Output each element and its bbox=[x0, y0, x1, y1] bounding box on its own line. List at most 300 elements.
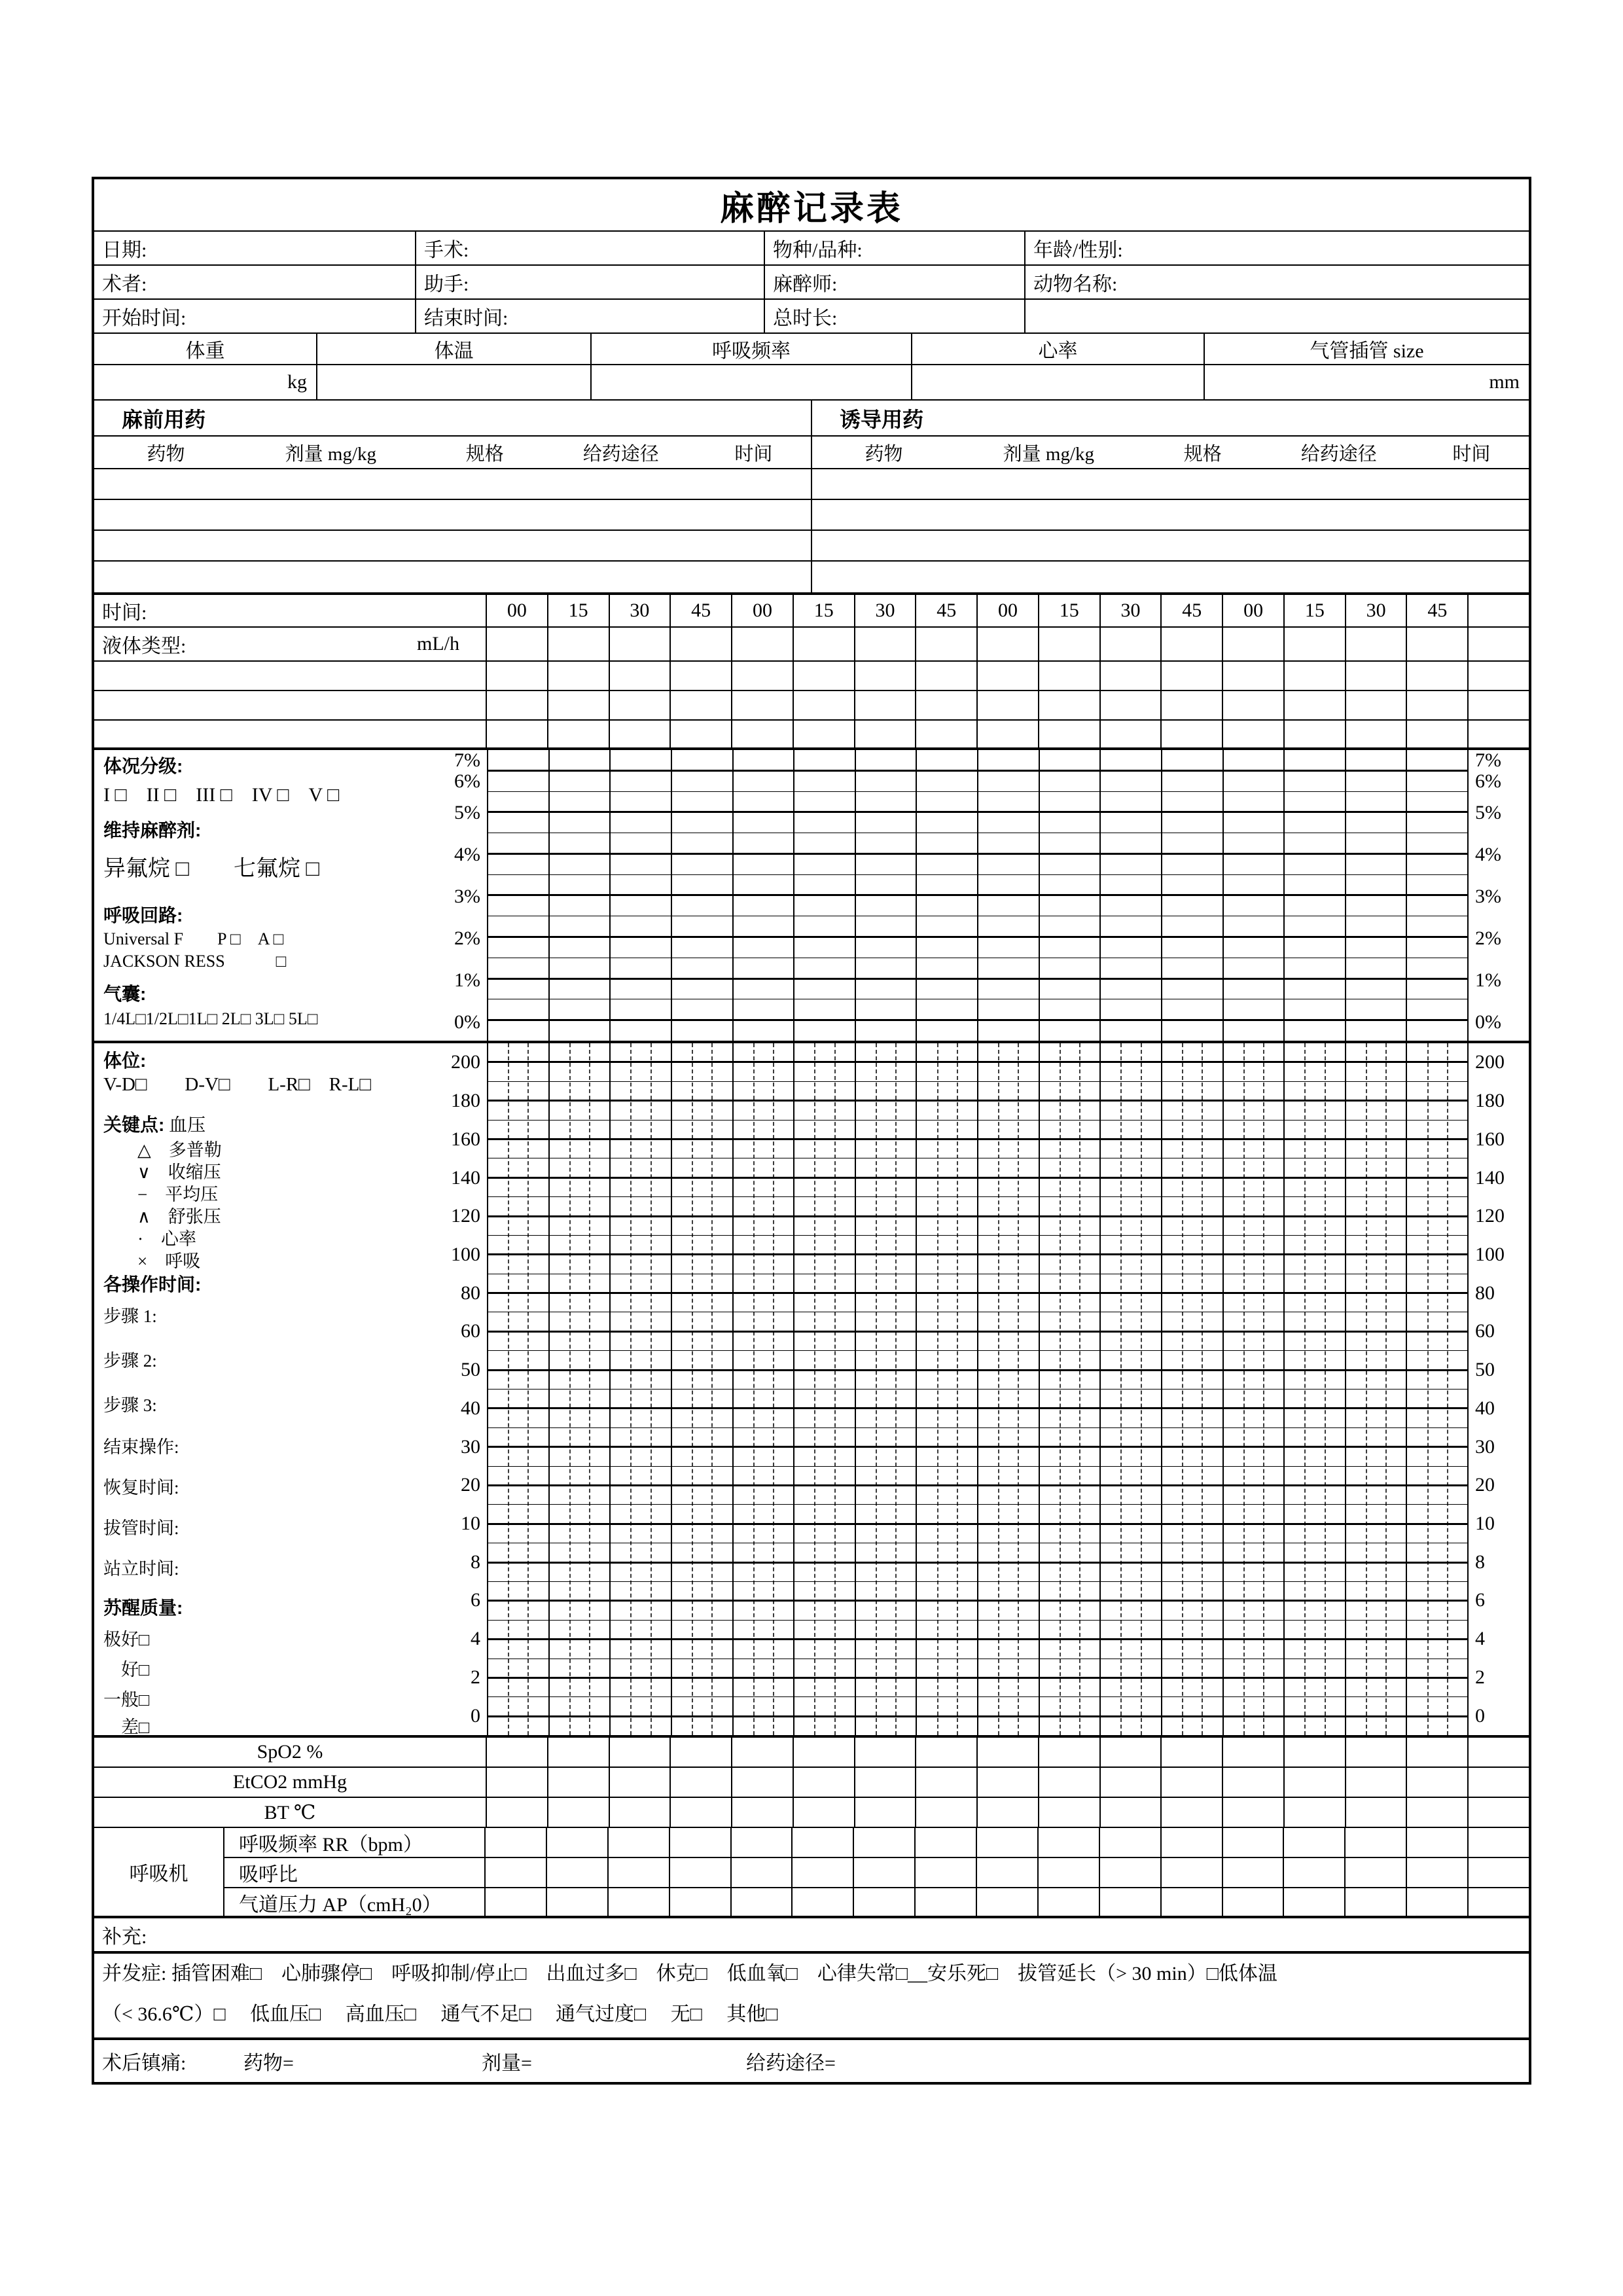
grid-cell[interactable] bbox=[732, 691, 794, 719]
value-tick-label: 8 bbox=[1475, 1551, 1485, 1573]
percent-tick-label: 6% bbox=[1475, 770, 1501, 792]
grid-cell[interactable] bbox=[548, 1768, 610, 1797]
step2-field[interactable]: 步骤 2: bbox=[103, 1351, 157, 1371]
chart-row bbox=[488, 1409, 1467, 1427]
grid-cell[interactable] bbox=[1285, 721, 1346, 747]
grid-cell[interactable] bbox=[1162, 1858, 1223, 1887]
circuit-jackson-checkbox[interactable]: JACKSON RESS □ bbox=[103, 952, 287, 971]
percent-tick-label: 7% bbox=[1475, 749, 1501, 771]
grid-cell[interactable] bbox=[547, 1828, 609, 1857]
breathing-circuit-label: 呼吸回路: bbox=[103, 905, 183, 925]
grid-cell[interactable] bbox=[610, 691, 671, 719]
temperature-input[interactable] bbox=[317, 365, 592, 399]
grid-cell[interactable] bbox=[1223, 1798, 1285, 1827]
grid-cell[interactable] bbox=[1039, 1738, 1101, 1767]
chart-row bbox=[488, 792, 1467, 814]
grid-cell[interactable] bbox=[978, 1768, 1039, 1797]
grid-cell[interactable] bbox=[793, 1888, 854, 1917]
grid-cell[interactable] bbox=[1407, 1768, 1469, 1797]
surgeon-field[interactable] bbox=[94, 266, 416, 298]
grid-cell[interactable] bbox=[1469, 1798, 1529, 1827]
time-label-cell bbox=[94, 595, 487, 626]
grid-cell[interactable] bbox=[1101, 1768, 1162, 1797]
fluid-cell-strip bbox=[487, 628, 1529, 660]
grid-cell[interactable] bbox=[1407, 691, 1469, 719]
complications-options-1[interactable]: 插管困难□ 心肺骤停□ 呼吸抑制/停止□ 出血过多□ 休克□ 低血氧□ 心律失常□__安乐死□ 拔管延长（> 30 min）□低体温 bbox=[171, 1963, 1277, 1984]
grid-cell[interactable] bbox=[1469, 721, 1529, 747]
end-time-label: 结束时间: bbox=[424, 308, 508, 329]
complications-options-2[interactable]: （< 36.6℃）□ 低血压□ 高血压□ 通气不足□ 通气过度□ 无□ 其他□ bbox=[102, 2003, 778, 2025]
grid-cell[interactable] bbox=[732, 628, 794, 660]
grid-cell[interactable] bbox=[855, 721, 917, 747]
ventilator-rr-cells bbox=[486, 1828, 1529, 1857]
grid-cell[interactable] bbox=[732, 1768, 794, 1797]
percent-tick-label: 3% bbox=[1475, 886, 1501, 907]
extra-label-cell[interactable] bbox=[94, 721, 487, 747]
grid-cell[interactable] bbox=[1162, 662, 1223, 690]
grid-cell[interactable] bbox=[855, 1738, 917, 1767]
percent-tick-label: 2% bbox=[1475, 927, 1501, 949]
grid-cell[interactable] bbox=[855, 1768, 917, 1797]
analgesia-label: 术后镇痛: bbox=[102, 2053, 187, 2074]
grid-cell[interactable] bbox=[1469, 1828, 1529, 1857]
chart-row bbox=[488, 1659, 1467, 1679]
fluid-row bbox=[94, 628, 1529, 662]
grid-cell[interactable] bbox=[1285, 662, 1346, 690]
grid-cell[interactable] bbox=[1284, 1858, 1346, 1887]
assistant-field[interactable] bbox=[416, 266, 765, 298]
grid-cell[interactable] bbox=[1162, 1888, 1223, 1917]
grid-cell[interactable] bbox=[1407, 628, 1469, 660]
grid-cell[interactable] bbox=[1039, 691, 1101, 719]
value-tick-label: 0 bbox=[1475, 1704, 1485, 1727]
grid-cell[interactable] bbox=[670, 1858, 732, 1887]
grid-cell[interactable] bbox=[671, 1768, 732, 1797]
chart-row bbox=[488, 1717, 1467, 1735]
grid-cell[interactable] bbox=[1039, 1888, 1100, 1917]
grid-cell[interactable] bbox=[609, 1858, 670, 1887]
grid-cell[interactable] bbox=[977, 1858, 1039, 1887]
percent-tick-label: 6% bbox=[454, 770, 480, 792]
grid-cell[interactable] bbox=[1162, 628, 1223, 660]
grid-cell[interactable] bbox=[854, 1828, 916, 1857]
grid-cell[interactable] bbox=[793, 1858, 854, 1887]
extra-label-cell[interactable] bbox=[94, 662, 487, 690]
induction-column-headers bbox=[812, 437, 1529, 469]
grid-cell[interactable] bbox=[487, 721, 548, 747]
time-slot: 00 bbox=[487, 595, 548, 626]
grid-cell[interactable] bbox=[487, 1738, 548, 1767]
condition-grade-checkboxes[interactable]: I □ II □ III □ IV □ V □ bbox=[103, 784, 340, 806]
complications-line-2[interactable] bbox=[102, 1994, 1529, 2035]
grid-cell[interactable] bbox=[1223, 691, 1285, 719]
grid-cell[interactable] bbox=[794, 1768, 855, 1797]
premed-row[interactable] bbox=[94, 469, 811, 500]
grid-cell[interactable] bbox=[1162, 1828, 1223, 1857]
chart-row bbox=[488, 1333, 1467, 1351]
grid-cell[interactable] bbox=[610, 628, 671, 660]
animal-name-field[interactable] bbox=[1026, 266, 1529, 298]
grid-cell[interactable] bbox=[1407, 1738, 1469, 1767]
grid-cell[interactable] bbox=[1039, 1828, 1100, 1857]
time-slot: 45 bbox=[671, 595, 732, 626]
grid-cell[interactable] bbox=[548, 628, 610, 660]
vitals-value-row bbox=[94, 365, 1529, 401]
grid-cell[interactable] bbox=[1223, 1828, 1285, 1857]
grid-cell[interactable] bbox=[1101, 662, 1162, 690]
time-slot: 15 bbox=[548, 595, 610, 626]
grid-cell[interactable] bbox=[1162, 1738, 1223, 1767]
grid-cell[interactable] bbox=[548, 721, 610, 747]
et-tube-header: 气管插管 size bbox=[1310, 340, 1424, 362]
age-sex-field[interactable] bbox=[1026, 232, 1529, 264]
grid-cell[interactable] bbox=[916, 691, 978, 719]
induction-row[interactable] bbox=[812, 562, 1529, 592]
grid-cell[interactable] bbox=[610, 1798, 671, 1827]
premed-row[interactable] bbox=[94, 562, 811, 592]
grid-cell[interactable] bbox=[855, 691, 917, 719]
grid-cell[interactable] bbox=[854, 1858, 916, 1887]
info-empty-cell[interactable] bbox=[1026, 300, 1529, 332]
induction-column-header: 药物 bbox=[865, 443, 903, 465]
weight-input[interactable] bbox=[94, 365, 317, 399]
grid-cell[interactable] bbox=[794, 691, 855, 719]
grid-cell[interactable] bbox=[486, 1828, 547, 1857]
vitals-trend-grid[interactable] bbox=[487, 1043, 1467, 1735]
keypoint-legend-item: ∨ 收缩压 bbox=[137, 1162, 221, 1182]
grid-cell[interactable] bbox=[1223, 721, 1285, 747]
ventilator-ap-row bbox=[224, 1888, 1529, 1917]
grid-cell[interactable] bbox=[1469, 1858, 1529, 1887]
value-tick-label: 30 bbox=[1475, 1435, 1495, 1458]
grid-cell[interactable] bbox=[794, 662, 855, 690]
grid-cell[interactable] bbox=[916, 1858, 977, 1887]
grid-cell[interactable] bbox=[1407, 1888, 1469, 1917]
percent-tick-label: 5% bbox=[1475, 802, 1501, 823]
chart-row bbox=[488, 1543, 1467, 1563]
chart-row bbox=[488, 1679, 1467, 1697]
grid-cell[interactable] bbox=[1162, 721, 1223, 747]
position-label: 体位: bbox=[103, 1050, 147, 1071]
percent-tick-label: 4% bbox=[454, 844, 480, 865]
grid-cell[interactable] bbox=[1284, 1888, 1346, 1917]
chart-row bbox=[488, 1255, 1467, 1274]
grid-cell[interactable] bbox=[1162, 1768, 1223, 1797]
percent-tick-label: 3% bbox=[454, 886, 480, 907]
grid-cell[interactable] bbox=[670, 1828, 732, 1857]
grid-cell[interactable] bbox=[732, 1888, 793, 1917]
grid-cell[interactable] bbox=[1346, 628, 1408, 660]
grid-cell[interactable] bbox=[1285, 1768, 1346, 1797]
grid-cell[interactable] bbox=[1223, 1858, 1285, 1887]
time-header-row bbox=[94, 595, 1529, 628]
extra-cell-strip bbox=[487, 691, 1529, 719]
grid-cell[interactable] bbox=[732, 1798, 794, 1827]
grid-cell[interactable] bbox=[1407, 1798, 1469, 1827]
page-title: 麻醉记录表 bbox=[719, 190, 903, 228]
grid-cell[interactable] bbox=[609, 1828, 670, 1857]
induction-row[interactable] bbox=[812, 531, 1529, 562]
grid-cell[interactable] bbox=[977, 1828, 1039, 1857]
grid-cell[interactable] bbox=[1469, 1768, 1529, 1797]
et-tube-input[interactable] bbox=[1205, 365, 1529, 399]
respiratory-rate-header: 呼吸频率 bbox=[592, 334, 912, 364]
grid-cell[interactable] bbox=[978, 1798, 1039, 1827]
grid-cell[interactable] bbox=[1223, 1738, 1285, 1767]
grid-cell[interactable] bbox=[1039, 1798, 1101, 1827]
chart-row bbox=[488, 1063, 1467, 1081]
anesthetist-field[interactable] bbox=[765, 266, 1026, 298]
date-field[interactable] bbox=[94, 232, 416, 264]
grid-cell[interactable] bbox=[1285, 1798, 1346, 1827]
grid-cell[interactable] bbox=[548, 662, 610, 690]
grid-cell[interactable] bbox=[1346, 662, 1408, 690]
value-tick-label: 80 bbox=[461, 1282, 480, 1304]
anesthetist-label: 麻醉师: bbox=[773, 274, 838, 295]
grid-cell[interactable] bbox=[916, 1888, 977, 1917]
end-time-field[interactable] bbox=[416, 300, 765, 332]
grid-cell[interactable] bbox=[1285, 628, 1346, 660]
grid-cell[interactable] bbox=[1407, 1858, 1469, 1887]
percent-chart-grid[interactable] bbox=[487, 750, 1467, 1041]
grid-cell[interactable] bbox=[1039, 1858, 1100, 1887]
grid-cell[interactable] bbox=[671, 691, 732, 719]
grid-cell[interactable] bbox=[1162, 1798, 1223, 1827]
grid-cell[interactable] bbox=[1039, 1768, 1101, 1797]
grid-cell[interactable] bbox=[732, 662, 794, 690]
grid-cell[interactable] bbox=[1346, 1738, 1408, 1767]
grid-cell[interactable] bbox=[486, 1858, 547, 1887]
duration-field[interactable] bbox=[765, 300, 1026, 332]
grid-cell[interactable] bbox=[794, 1738, 855, 1767]
grid-cell[interactable] bbox=[916, 1828, 977, 1857]
grid-cell[interactable] bbox=[1039, 662, 1101, 690]
species-field[interactable] bbox=[765, 232, 1026, 264]
grid-cell[interactable] bbox=[671, 1738, 732, 1767]
chart-row bbox=[488, 1448, 1467, 1466]
induction-column-header: 剂量 mg/kg bbox=[1003, 443, 1095, 465]
grid-cell[interactable] bbox=[1469, 662, 1529, 690]
grid-cell[interactable] bbox=[855, 662, 917, 690]
grid-cell[interactable] bbox=[671, 662, 732, 690]
grid-cell[interactable] bbox=[794, 628, 855, 660]
chart-row bbox=[488, 833, 1467, 855]
grid-cell[interactable] bbox=[487, 628, 548, 660]
grid-cell[interactable] bbox=[978, 628, 1039, 660]
grid-cell[interactable] bbox=[1469, 1738, 1529, 1767]
maintenance-anesthetic-checkboxes[interactable]: 异氟烷 □ 七氟烷 □ bbox=[103, 857, 320, 881]
grid-cell[interactable] bbox=[1100, 1858, 1162, 1887]
grid-cell[interactable] bbox=[1285, 691, 1346, 719]
grid-cell[interactable] bbox=[1346, 1828, 1407, 1857]
grid-cell[interactable] bbox=[548, 1738, 610, 1767]
grid-cell[interactable] bbox=[916, 1738, 978, 1767]
bag-size-checkboxes[interactable]: 1/4L□1/2L□1L□ 2L□ 3L□ 5L□ bbox=[103, 1009, 318, 1028]
position-checkboxes[interactable]: V-D□ D-V□ L-R□ R-L□ bbox=[103, 1074, 371, 1095]
ventilator-ie-cells bbox=[486, 1858, 1529, 1887]
recovery-fair-checkbox[interactable]: 一般□ bbox=[103, 1690, 150, 1710]
value-tick-label: 180 bbox=[1475, 1090, 1505, 1112]
premed-row[interactable] bbox=[94, 531, 811, 562]
grid-cell[interactable] bbox=[855, 1798, 917, 1827]
info-row-2 bbox=[94, 266, 1529, 300]
grid-cell[interactable] bbox=[1223, 1888, 1285, 1917]
grid-cell[interactable] bbox=[1407, 1828, 1469, 1857]
grid-cell[interactable] bbox=[793, 1828, 854, 1857]
grid-cell[interactable] bbox=[916, 721, 978, 747]
supplement-row[interactable] bbox=[94, 1918, 1529, 1954]
grid-cell[interactable] bbox=[548, 1798, 610, 1827]
grid-cell[interactable] bbox=[548, 691, 610, 719]
grid-cell[interactable] bbox=[1469, 691, 1529, 719]
grid-cell[interactable] bbox=[732, 1828, 793, 1857]
grid-cell[interactable] bbox=[794, 1798, 855, 1827]
step1-field[interactable]: 步骤 1: bbox=[103, 1306, 157, 1326]
grid-cell[interactable] bbox=[487, 691, 548, 719]
grid-cell[interactable] bbox=[916, 1768, 978, 1797]
grid-cell[interactable] bbox=[1407, 662, 1469, 690]
percent-tick-label: 7% bbox=[454, 749, 480, 771]
value-tick-label: 60 bbox=[1475, 1320, 1495, 1342]
grid-cell[interactable] bbox=[671, 721, 732, 747]
grid-cell[interactable] bbox=[1346, 1768, 1408, 1797]
grid-cell[interactable] bbox=[487, 1768, 548, 1797]
grid-cell[interactable] bbox=[978, 721, 1039, 747]
complications-row bbox=[94, 1954, 1529, 2040]
grid-cell[interactable] bbox=[1039, 628, 1101, 660]
grid-cell[interactable] bbox=[671, 628, 732, 660]
analgesia-route-field[interactable]: 给药途径= bbox=[746, 2053, 836, 2074]
analgesia-drug-field[interactable]: 药物= bbox=[243, 2053, 294, 2074]
value-tick-label: 200 bbox=[1475, 1051, 1505, 1073]
chart-row bbox=[488, 1158, 1467, 1178]
grid-cell[interactable] bbox=[1101, 628, 1162, 660]
recovery-poor-checkbox[interactable]: 差□ bbox=[103, 1717, 150, 1737]
grid-cell[interactable] bbox=[1101, 721, 1162, 747]
grid-cell[interactable] bbox=[1469, 1888, 1529, 1917]
grid-cell[interactable] bbox=[916, 1798, 978, 1827]
grid-cell[interactable] bbox=[610, 721, 671, 747]
grid-cell[interactable] bbox=[854, 1888, 916, 1917]
grid-cell[interactable] bbox=[1346, 721, 1408, 747]
grid-cell[interactable] bbox=[547, 1858, 609, 1887]
grid-cell[interactable] bbox=[610, 662, 671, 690]
grid-cell[interactable] bbox=[1284, 1828, 1346, 1857]
ventilator-ap-cells bbox=[486, 1888, 1529, 1917]
grid-cell[interactable] bbox=[1285, 1738, 1346, 1767]
start-time-field[interactable] bbox=[94, 300, 416, 332]
grid-cell[interactable] bbox=[855, 628, 917, 660]
respiratory-rate-input[interactable] bbox=[592, 365, 912, 399]
grid-cell[interactable] bbox=[978, 1738, 1039, 1767]
grid-cell[interactable] bbox=[1223, 628, 1285, 660]
grid-cell[interactable] bbox=[977, 1888, 1039, 1917]
induction-row[interactable] bbox=[812, 469, 1529, 500]
surgeon-label: 术者: bbox=[102, 274, 147, 295]
grid-cell[interactable] bbox=[978, 662, 1039, 690]
grid-cell[interactable] bbox=[1100, 1828, 1162, 1857]
grid-cell[interactable] bbox=[1346, 1858, 1407, 1887]
spo2-label: SpO2 % bbox=[94, 1738, 487, 1767]
premed-column-headers bbox=[94, 437, 811, 469]
grid-cell[interactable] bbox=[671, 1798, 732, 1827]
grid-cell[interactable] bbox=[609, 1888, 670, 1917]
anesthesia-record-table bbox=[92, 177, 1531, 2085]
grid-cell[interactable] bbox=[1039, 721, 1101, 747]
grid-cell[interactable] bbox=[1162, 691, 1223, 719]
chart-rows bbox=[488, 750, 1467, 1041]
duration-label: 总时长: bbox=[773, 308, 838, 329]
grid-cell[interactable] bbox=[487, 1798, 548, 1827]
grid-cell[interactable] bbox=[1101, 1798, 1162, 1827]
value-tick-label: 6 bbox=[471, 1589, 480, 1611]
keypoint-legend-item: × 呼吸 bbox=[137, 1251, 201, 1271]
grid-cell[interactable] bbox=[486, 1888, 547, 1917]
recovery-good-checkbox[interactable]: 好□ bbox=[103, 1660, 150, 1679]
grid-cell[interactable] bbox=[978, 691, 1039, 719]
grid-cell[interactable] bbox=[1407, 721, 1469, 747]
chart-row bbox=[488, 1390, 1467, 1409]
grid-cell[interactable] bbox=[610, 1738, 671, 1767]
extra-label-cell[interactable] bbox=[94, 691, 487, 719]
complications-line-1[interactable] bbox=[102, 1954, 1529, 1994]
grid-cell[interactable] bbox=[1100, 1888, 1162, 1917]
circuit-universal-checkboxes[interactable]: Universal F P □ A □ bbox=[103, 929, 284, 948]
surgery-field[interactable] bbox=[416, 232, 765, 264]
keypoints-label: 关键点: bbox=[103, 1115, 165, 1135]
chart-row bbox=[488, 1582, 1467, 1602]
grid-cell[interactable] bbox=[547, 1888, 609, 1917]
time-slot: 30 bbox=[610, 595, 671, 626]
analgesia-dose-field[interactable]: 剂量= bbox=[482, 2053, 532, 2074]
grid-cell[interactable] bbox=[916, 628, 978, 660]
chart-row bbox=[488, 1197, 1467, 1217]
grid-cell[interactable] bbox=[1223, 1768, 1285, 1797]
info-row-3 bbox=[94, 300, 1529, 334]
induction-row[interactable] bbox=[812, 500, 1529, 531]
grid-cell[interactable] bbox=[1101, 691, 1162, 719]
grid-cell[interactable] bbox=[1346, 691, 1408, 719]
recovery-time-field[interactable]: 恢复时间: bbox=[103, 1478, 179, 1498]
grid-cell[interactable] bbox=[610, 1768, 671, 1797]
grid-cell[interactable] bbox=[487, 662, 548, 690]
value-tick-label: 100 bbox=[451, 1243, 480, 1265]
grid-cell[interactable] bbox=[916, 662, 978, 690]
standing-time-field[interactable]: 站立时间: bbox=[103, 1559, 179, 1579]
premed-row[interactable] bbox=[94, 500, 811, 531]
chart-row bbox=[488, 1428, 1467, 1448]
grid-cell[interactable] bbox=[794, 721, 855, 747]
heart-rate-input[interactable] bbox=[912, 365, 1205, 399]
grid-cell[interactable] bbox=[1223, 662, 1285, 690]
percent-tick-label: 4% bbox=[1475, 844, 1501, 865]
grid-cell[interactable] bbox=[1469, 628, 1529, 660]
grid-cell[interactable] bbox=[1346, 1798, 1408, 1827]
extubation-time-field[interactable]: 拔管时间: bbox=[103, 1518, 179, 1538]
end-operation-field[interactable]: 结束操作: bbox=[103, 1437, 179, 1457]
grid-cell[interactable] bbox=[732, 721, 794, 747]
recovery-excellent-checkbox[interactable]: 极好□ bbox=[103, 1630, 150, 1649]
grid-cell[interactable] bbox=[1346, 1888, 1407, 1917]
grid-cell[interactable] bbox=[732, 1858, 793, 1887]
value-tick-label: 120 bbox=[451, 1205, 480, 1227]
value-tick-label: 2 bbox=[471, 1666, 480, 1688]
grid-cell[interactable] bbox=[1101, 1738, 1162, 1767]
value-tick-label: 80 bbox=[1475, 1282, 1495, 1304]
grid-cell[interactable] bbox=[670, 1888, 732, 1917]
step3-field[interactable]: 步骤 3: bbox=[103, 1395, 157, 1415]
grid-cell[interactable] bbox=[732, 1738, 794, 1767]
